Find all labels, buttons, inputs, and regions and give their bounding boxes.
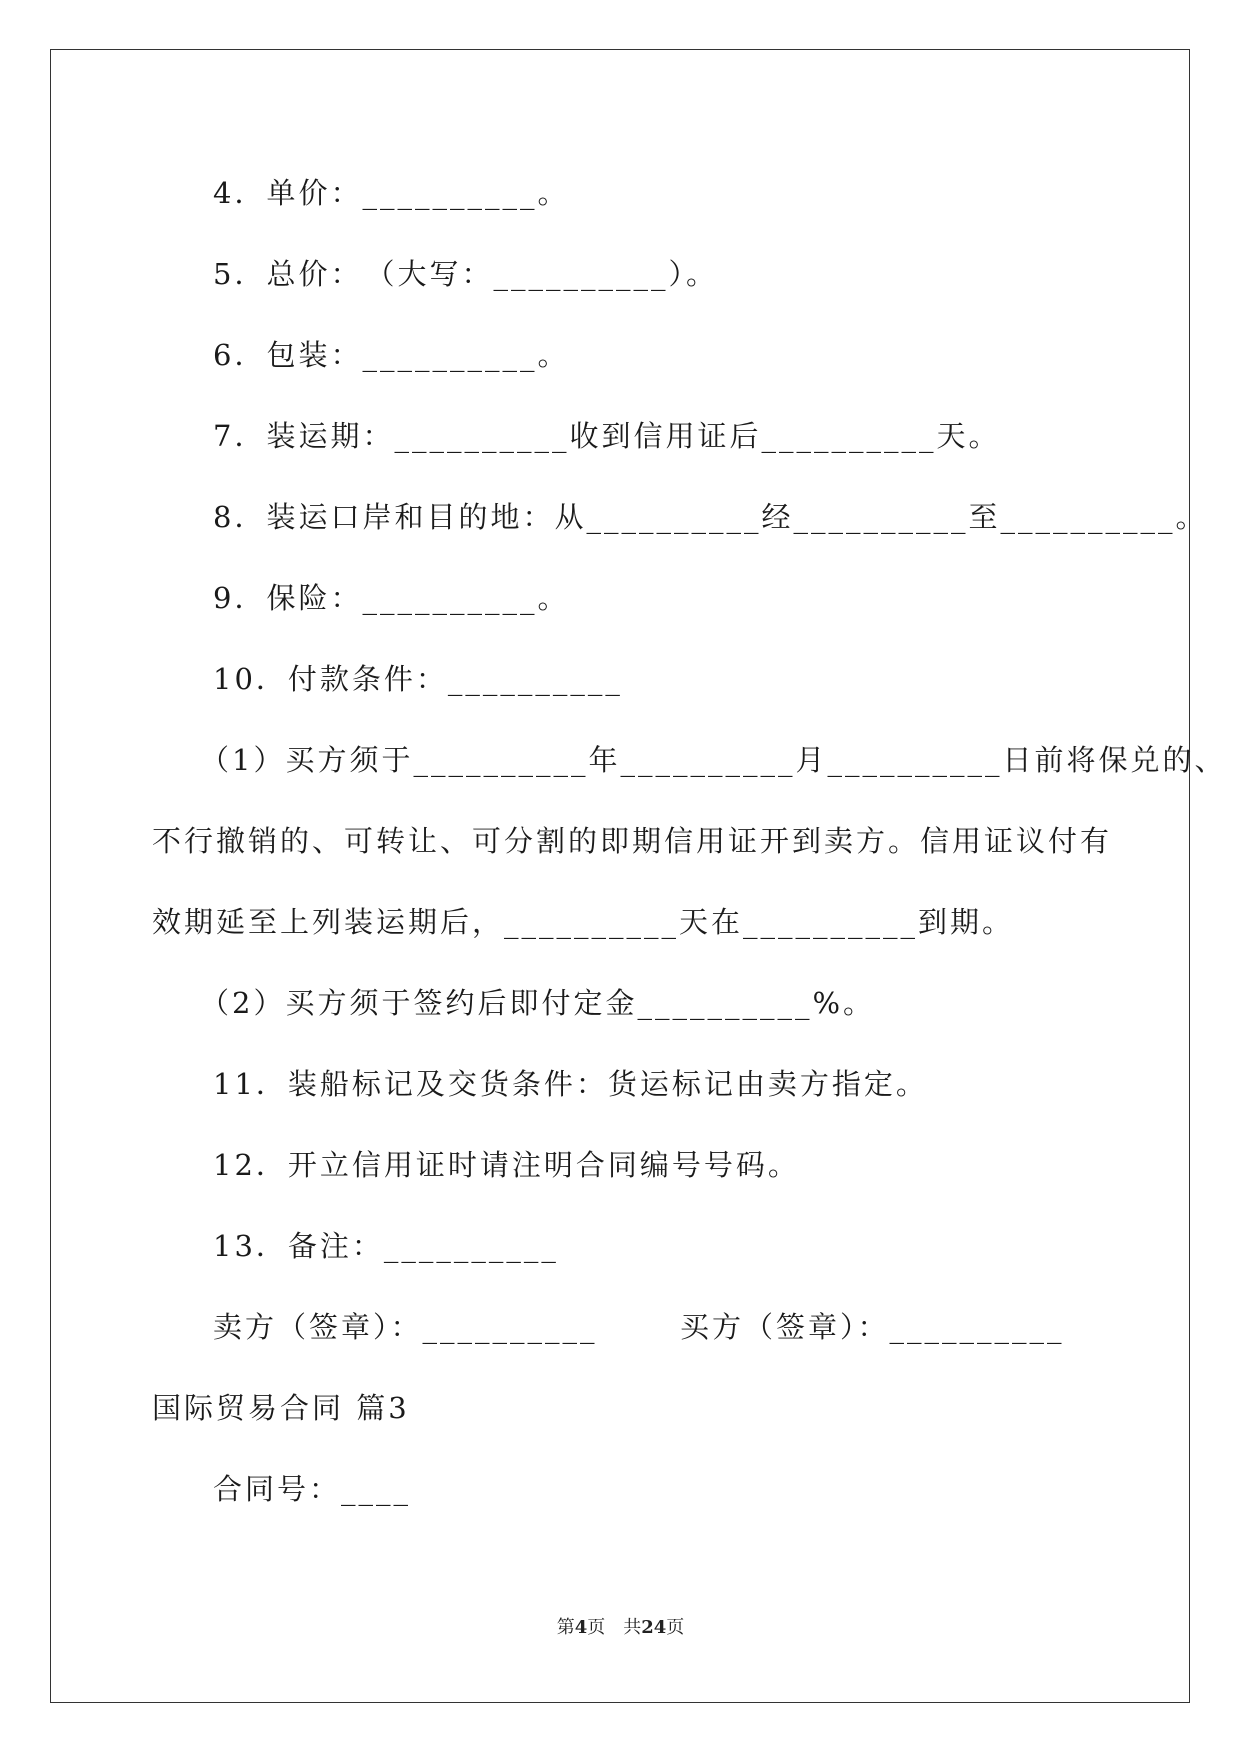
payment-item-2: （2）买方须于签约后即付定金__________%。 xyxy=(200,986,876,1020)
footer-mid: 页 共 xyxy=(587,1617,642,1638)
clause-total-price: 5．总价： （大写：__________）。 xyxy=(213,257,718,291)
payment-item-1-line-3: 效期延至上列装运期后，__________天在__________到期。 xyxy=(152,905,1015,939)
clause-lc-note: 12．开立信用证时请注明合同编号号码。 xyxy=(213,1148,800,1182)
payment-item-1-line-2: 不行撤销的、可转让、可分割的即期信用证开到卖方。信用证议付有 xyxy=(152,824,1113,858)
clause-shipping-marks: 11．装船标记及交货条件：货运标记由卖方指定。 xyxy=(213,1067,928,1101)
footer-suffix: 页 xyxy=(666,1617,685,1638)
clause-remarks: 13．备注：__________ xyxy=(213,1229,559,1263)
buyer-signature: 买方（签章）：__________ xyxy=(680,1310,1065,1344)
footer-total-pages: 24 xyxy=(641,1617,667,1638)
page-footer xyxy=(0,1616,1241,1640)
contract-number: 合同号：____ xyxy=(213,1472,412,1506)
clause-packing: 6．包装：__________。 xyxy=(213,338,570,372)
payment-item-1-line-1: （1）买方须于__________年__________月__________日前将保兑的、 xyxy=(200,743,1227,777)
footer-current-page: 4 xyxy=(574,1617,588,1638)
section-heading: 国际贸易合同 篇3 xyxy=(152,1391,410,1425)
seller-signature: 卖方（签章）：__________ xyxy=(213,1310,598,1344)
clause-ports: 8．装运口岸和目的地：从__________经__________至__________。 xyxy=(213,500,1208,534)
footer-prefix: 第 xyxy=(556,1617,575,1638)
clause-unit-price: 4．单价：__________。 xyxy=(213,176,570,210)
page-border xyxy=(50,49,1190,1703)
clause-payment-terms: 10．付款条件：__________ xyxy=(213,662,623,696)
clause-insurance: 9．保险：__________。 xyxy=(213,581,570,615)
clause-shipment-time: 7．装运期：__________收到信用证后__________天。 xyxy=(213,419,1001,453)
